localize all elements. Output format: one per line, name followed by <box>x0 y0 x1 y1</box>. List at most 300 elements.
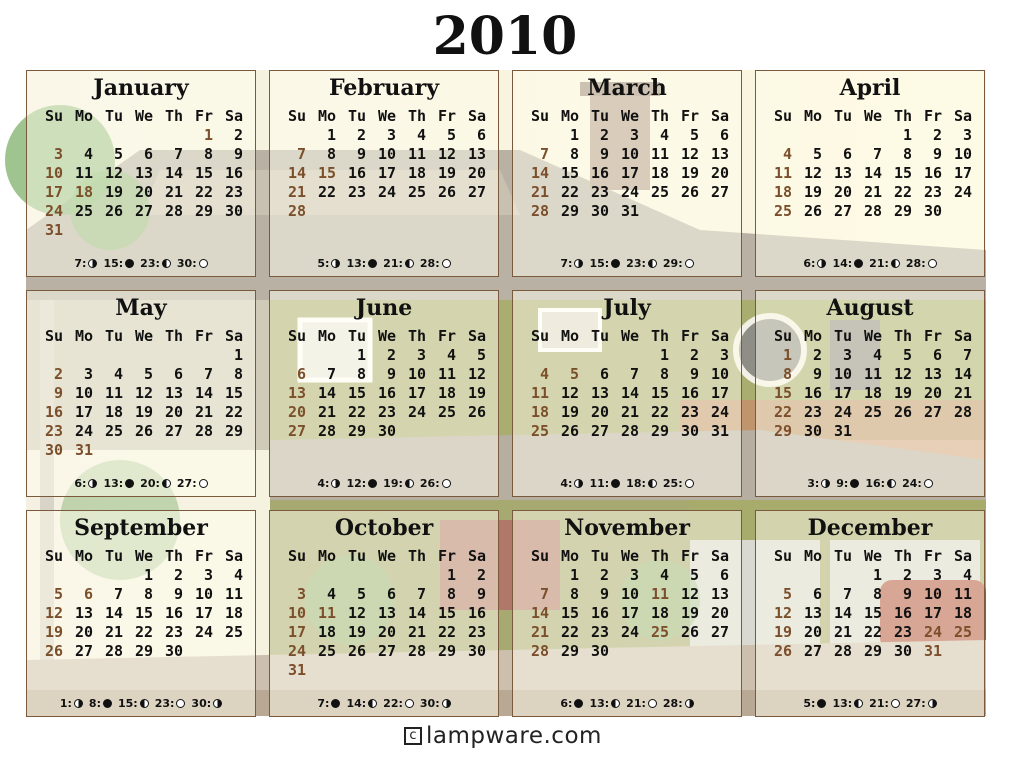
weekday-header: Sa <box>224 547 243 565</box>
moon-phase <box>155 697 186 711</box>
day-cell: 22 <box>437 623 456 641</box>
moon-phases <box>270 257 498 271</box>
weekday-header: Th <box>407 547 426 565</box>
moon-phase-date: 6: <box>560 697 573 710</box>
week-row <box>762 403 978 422</box>
weekday-header: Tu <box>104 327 123 345</box>
day-cell: 26 <box>467 403 486 421</box>
week-row <box>519 623 735 642</box>
day-cell: 20 <box>287 403 306 421</box>
empty-cell <box>153 126 183 145</box>
last-quarter-moon-icon <box>891 259 900 268</box>
weekday-header: Fr <box>437 327 456 345</box>
day-cell: 19 <box>680 604 699 622</box>
day-cell: 23 <box>224 183 243 201</box>
week-row <box>762 384 978 403</box>
week-row <box>762 365 978 384</box>
moon-phase-date: 19: <box>383 477 403 490</box>
day-cell: 9 <box>599 145 609 163</box>
day-cell: 1 <box>143 566 153 584</box>
day-cell: 26 <box>680 623 699 641</box>
day-cell: 19 <box>803 183 822 201</box>
day-grid <box>33 327 249 460</box>
day-cell: 27 <box>74 642 93 660</box>
day-cell: 9 <box>476 585 486 603</box>
moon-phase <box>420 257 451 271</box>
new-moon-icon <box>854 259 863 268</box>
moon-phase <box>383 257 414 271</box>
day-cell: 27 <box>287 422 306 440</box>
month-april <box>755 70 985 277</box>
empty-cell <box>822 566 852 585</box>
last-quarter-moon-icon <box>611 699 620 708</box>
moon-phase-date: 13: <box>346 257 367 270</box>
new-moon-icon <box>611 259 620 268</box>
week-row <box>276 126 492 145</box>
day-cell: 13 <box>590 384 609 402</box>
moon-phase <box>906 697 937 711</box>
moon-phase-date: 21: <box>383 257 403 270</box>
weekday-header: Sa <box>710 327 729 345</box>
moon-phase <box>869 697 900 711</box>
weekday-header: Su <box>44 327 63 345</box>
day-cell: 20 <box>923 384 942 402</box>
weekday-header: Th <box>164 327 183 345</box>
day-cell: 17 <box>620 164 639 182</box>
day-cell: 2 <box>689 346 699 364</box>
weekday-header: Sa <box>710 107 729 125</box>
day-cell: 9 <box>599 585 609 603</box>
day-cell: 3 <box>629 566 639 584</box>
moon-phase-date: 14: <box>346 697 367 710</box>
day-cell: 23 <box>164 623 183 641</box>
day-cell: 13 <box>164 384 183 402</box>
moon-phase-date: 7: <box>317 697 330 710</box>
weekday-header: Sa <box>953 327 972 345</box>
day-cell: 18 <box>104 403 123 421</box>
weekday-header: Sa <box>953 107 972 125</box>
day-cell: 21 <box>164 183 183 201</box>
empty-cell <box>792 566 822 585</box>
day-cell: 20 <box>467 164 486 182</box>
moon-phase-date: 23: <box>154 697 175 710</box>
day-cell: 30 <box>893 642 912 660</box>
day-cell: 8 <box>356 365 366 383</box>
day-cell: 15 <box>347 384 366 402</box>
day-cell: 8 <box>233 365 243 383</box>
day-cell: 24 <box>407 403 426 421</box>
month-october <box>269 510 499 717</box>
empty-cell <box>153 346 183 365</box>
moon-phases <box>513 477 741 491</box>
week-row <box>33 164 249 183</box>
week-row <box>276 346 492 365</box>
day-cell: 5 <box>569 365 579 383</box>
moon-phase <box>140 477 171 491</box>
weekday-header: Tu <box>347 107 366 125</box>
month-november <box>512 510 742 717</box>
day-cell: 2 <box>932 126 942 144</box>
day-cell: 5 <box>689 126 699 144</box>
moon-phase-date: 16: <box>865 477 886 490</box>
day-cell: 12 <box>680 145 699 163</box>
day-cell: 19 <box>437 164 456 182</box>
weekday-header: Th <box>650 107 669 125</box>
empty-cell <box>366 566 396 585</box>
day-cell: 31 <box>44 221 63 239</box>
day-cell: 22 <box>347 403 366 421</box>
day-cell: 24 <box>44 202 63 220</box>
day-cell: 25 <box>530 422 549 440</box>
month-name: July <box>603 295 651 321</box>
day-cell: 30 <box>164 642 183 660</box>
day-cell: 20 <box>710 604 729 622</box>
moon-phases <box>513 697 741 711</box>
day-cell: 4 <box>659 126 669 144</box>
day-cell: 11 <box>530 384 549 402</box>
moon-phase-date: 30: <box>419 697 440 710</box>
day-cell: 2 <box>173 566 183 584</box>
day-cell: 25 <box>437 403 456 421</box>
moon-phase-date: 7: <box>560 257 573 270</box>
day-cell: 28 <box>953 403 972 421</box>
day-cell: 30 <box>590 202 609 220</box>
week-row <box>519 604 735 623</box>
day-cell: 11 <box>407 145 426 163</box>
day-cell: 10 <box>194 585 213 603</box>
empty-cell <box>183 346 213 365</box>
day-cell: 8 <box>872 585 882 603</box>
day-cell: 30 <box>680 422 699 440</box>
first-quarter-moon-icon <box>821 479 830 488</box>
weekday-header: Th <box>650 327 669 345</box>
moon-phase-date: 23: <box>626 257 646 270</box>
day-cell: 9 <box>812 365 822 383</box>
day-cell: 15 <box>773 384 792 402</box>
moon-phase-date: 5: <box>317 257 330 270</box>
weekday-header: Su <box>773 327 792 345</box>
moon-phase-date: 3: <box>807 477 820 490</box>
day-cell: 11 <box>863 365 882 383</box>
moon-phase <box>317 697 340 711</box>
weekday-header: Su <box>287 107 306 125</box>
day-cell: 27 <box>164 422 183 440</box>
last-quarter-moon-icon <box>368 699 377 708</box>
day-cell: 26 <box>560 422 579 440</box>
day-cell: 15 <box>893 164 912 182</box>
day-cell: 10 <box>923 585 942 603</box>
weekday-header: Mo <box>803 107 822 125</box>
first-quarter-moon-icon <box>331 479 340 488</box>
weekday-header: Th <box>893 327 912 345</box>
day-cell: 26 <box>104 202 123 220</box>
day-cell: 18 <box>74 183 93 201</box>
weekday-header: Fr <box>437 547 456 565</box>
empty-cell <box>93 126 123 145</box>
week-row <box>519 403 735 422</box>
weekday-header: Fr <box>680 107 699 125</box>
day-cell: 9 <box>233 145 243 163</box>
day-cell: 2 <box>902 566 912 584</box>
day-cell: 14 <box>194 384 213 402</box>
day-cell: 4 <box>962 566 972 584</box>
day-cell: 6 <box>173 365 183 383</box>
day-grid <box>276 327 492 441</box>
day-cell: 29 <box>134 642 153 660</box>
day-cell: 9 <box>386 365 396 383</box>
day-cell: 3 <box>962 126 972 144</box>
moon-phase <box>832 697 863 711</box>
full-moon-icon <box>924 479 933 488</box>
first-quarter-moon-icon <box>574 479 583 488</box>
empty-cell <box>123 126 153 145</box>
weekday-header-row <box>762 327 978 346</box>
week-row <box>33 604 249 623</box>
day-cell: 19 <box>44 623 63 641</box>
empty-cell <box>792 126 822 145</box>
moon-phase <box>836 477 859 491</box>
week-row <box>276 566 492 585</box>
day-cell: 21 <box>833 623 852 641</box>
day-cell: 27 <box>923 403 942 421</box>
full-moon-icon <box>648 699 657 708</box>
empty-cell <box>519 346 549 365</box>
moon-phase <box>103 477 134 491</box>
day-cell: 18 <box>650 164 669 182</box>
moon-phase-date: 25: <box>662 477 683 490</box>
day-cell: 11 <box>74 164 93 182</box>
day-cell: 8 <box>902 145 912 163</box>
day-cell: 26 <box>773 642 792 660</box>
day-cell: 7 <box>629 365 639 383</box>
last-quarter-moon-icon <box>887 479 896 488</box>
day-cell: 21 <box>407 623 426 641</box>
footer-logo <box>404 722 602 750</box>
day-cell: 28 <box>863 202 882 220</box>
day-cell: 29 <box>650 422 669 440</box>
day-cell: 3 <box>386 126 396 144</box>
empty-cell <box>519 126 549 145</box>
day-cell: 25 <box>317 642 336 660</box>
day-cell: 13 <box>923 365 942 383</box>
day-cell: 12 <box>803 164 822 182</box>
day-cell: 18 <box>773 183 792 201</box>
week-row <box>762 623 978 642</box>
empty-cell <box>93 346 123 365</box>
new-moon-icon <box>850 479 859 488</box>
day-cell: 5 <box>812 145 822 163</box>
day-cell: 13 <box>134 164 153 182</box>
empty-cell <box>276 566 306 585</box>
moon-phase-date: 23: <box>140 257 160 270</box>
weekday-header-row <box>33 107 249 126</box>
month-name: November <box>564 515 690 541</box>
moon-phase <box>346 257 377 271</box>
day-cell: 28 <box>833 642 852 660</box>
day-cell: 8 <box>569 585 579 603</box>
day-cell: 31 <box>710 422 729 440</box>
day-cell: 30 <box>44 441 63 459</box>
day-cell: 9 <box>902 585 912 603</box>
day-cell: 17 <box>74 403 93 421</box>
moon-phase <box>420 697 451 711</box>
weekday-header: We <box>134 327 153 345</box>
week-row <box>33 384 249 403</box>
day-cell: 2 <box>233 126 243 144</box>
week-row <box>33 642 249 661</box>
day-cell: 19 <box>773 623 792 641</box>
day-cell: 18 <box>407 164 426 182</box>
week-row <box>33 403 249 422</box>
empty-cell <box>762 126 792 145</box>
moon-phase <box>346 697 377 711</box>
day-cell: 25 <box>650 183 669 201</box>
day-cell: 13 <box>803 604 822 622</box>
full-moon-icon <box>199 479 208 488</box>
day-cell: 29 <box>863 642 882 660</box>
day-cell: 21 <box>620 403 639 421</box>
day-cell: 2 <box>356 126 366 144</box>
day-cell: 3 <box>53 145 63 163</box>
weekday-header: Su <box>44 107 63 125</box>
moon-phase-date: 11: <box>589 477 610 490</box>
week-row <box>762 183 978 202</box>
weekday-header: Th <box>893 547 912 565</box>
day-cell: 2 <box>599 126 609 144</box>
day-cell: 28 <box>287 202 306 220</box>
week-row <box>276 661 492 680</box>
full-moon-icon <box>685 479 694 488</box>
week-row <box>762 604 978 623</box>
empty-cell <box>63 126 93 145</box>
week-row <box>519 365 735 384</box>
moon-phase <box>383 477 414 491</box>
moon-phase-date: 26: <box>419 477 440 490</box>
week-row <box>276 384 492 403</box>
day-cell: 12 <box>134 384 153 402</box>
day-cell: 23 <box>590 183 609 201</box>
day-cell: 15 <box>317 164 336 182</box>
full-moon-icon <box>199 259 208 268</box>
weekday-header: Tu <box>833 327 852 345</box>
day-cell: 28 <box>194 422 213 440</box>
moon-phase-date: 13: <box>832 697 853 710</box>
month-january <box>26 70 256 277</box>
moon-phase <box>589 697 620 711</box>
weekday-header: Tu <box>590 547 609 565</box>
day-cell: 13 <box>74 604 93 622</box>
week-row <box>276 422 492 441</box>
week-row <box>33 365 249 384</box>
weekday-header: Fr <box>194 107 213 125</box>
moon-phase <box>560 257 583 271</box>
day-cell: 16 <box>377 384 396 402</box>
week-row <box>519 164 735 183</box>
week-row <box>519 183 735 202</box>
moon-phase <box>807 477 830 491</box>
day-cell: 9 <box>356 145 366 163</box>
day-cell: 13 <box>710 585 729 603</box>
day-cell: 26 <box>680 183 699 201</box>
day-cell: 14 <box>164 164 183 182</box>
weekday-header: We <box>863 107 882 125</box>
day-cell: 26 <box>347 642 366 660</box>
empty-cell <box>762 566 792 585</box>
day-grid <box>519 327 735 441</box>
moon-phase-date: 27: <box>905 697 926 710</box>
day-cell: 25 <box>953 623 972 641</box>
day-cell: 6 <box>599 365 609 383</box>
day-cell: 12 <box>437 145 456 163</box>
day-cell: 7 <box>113 585 123 603</box>
weekday-header: Mo <box>74 327 93 345</box>
day-cell: 21 <box>104 623 123 641</box>
day-cell: 17 <box>923 604 942 622</box>
day-cell: 4 <box>326 585 336 603</box>
day-cell: 22 <box>773 403 792 421</box>
week-row <box>276 164 492 183</box>
day-cell: 30 <box>377 422 396 440</box>
day-cell: 24 <box>74 422 93 440</box>
moon-phase <box>74 477 97 491</box>
week-row <box>276 623 492 642</box>
day-cell: 12 <box>44 604 63 622</box>
moon-phase-date: 5: <box>803 697 816 710</box>
day-cell: 14 <box>104 604 123 622</box>
weekday-header: Su <box>287 327 306 345</box>
day-cell: 20 <box>833 183 852 201</box>
day-cell: 12 <box>560 384 579 402</box>
day-cell: 15 <box>863 604 882 622</box>
day-cell: 26 <box>893 403 912 421</box>
day-cell: 22 <box>893 183 912 201</box>
day-cell: 5 <box>902 346 912 364</box>
moon-phase-date: 18: <box>626 477 646 490</box>
moon-phase <box>663 257 694 271</box>
day-cell: 14 <box>317 384 336 402</box>
day-cell: 4 <box>233 566 243 584</box>
month-name: May <box>115 295 167 321</box>
day-cell: 19 <box>680 164 699 182</box>
day-cell: 18 <box>530 403 549 421</box>
weekday-header: Th <box>407 327 426 345</box>
day-cell: 8 <box>326 145 336 163</box>
day-cell: 24 <box>710 403 729 421</box>
day-cell: 5 <box>476 346 486 364</box>
day-cell: 3 <box>83 365 93 383</box>
day-cell: 24 <box>620 183 639 201</box>
day-cell: 6 <box>842 145 852 163</box>
moon-phase-date: 30: <box>176 257 197 270</box>
day-cell: 22 <box>134 623 153 641</box>
day-cell: 19 <box>893 384 912 402</box>
first-quarter-moon-icon <box>88 259 97 268</box>
weekday-header: Tu <box>833 107 852 125</box>
day-cell: 27 <box>710 183 729 201</box>
month-february <box>269 70 499 277</box>
day-cell: 21 <box>863 183 882 201</box>
day-cell: 20 <box>710 164 729 182</box>
day-cell: 15 <box>194 164 213 182</box>
day-cell: 27 <box>590 422 609 440</box>
moon-phase <box>560 697 583 711</box>
week-row <box>33 566 249 585</box>
first-quarter-moon-icon <box>74 699 83 708</box>
day-cell: 29 <box>437 642 456 660</box>
week-row <box>276 642 492 661</box>
day-cell: 1 <box>326 126 336 144</box>
full-moon-icon <box>442 479 451 488</box>
